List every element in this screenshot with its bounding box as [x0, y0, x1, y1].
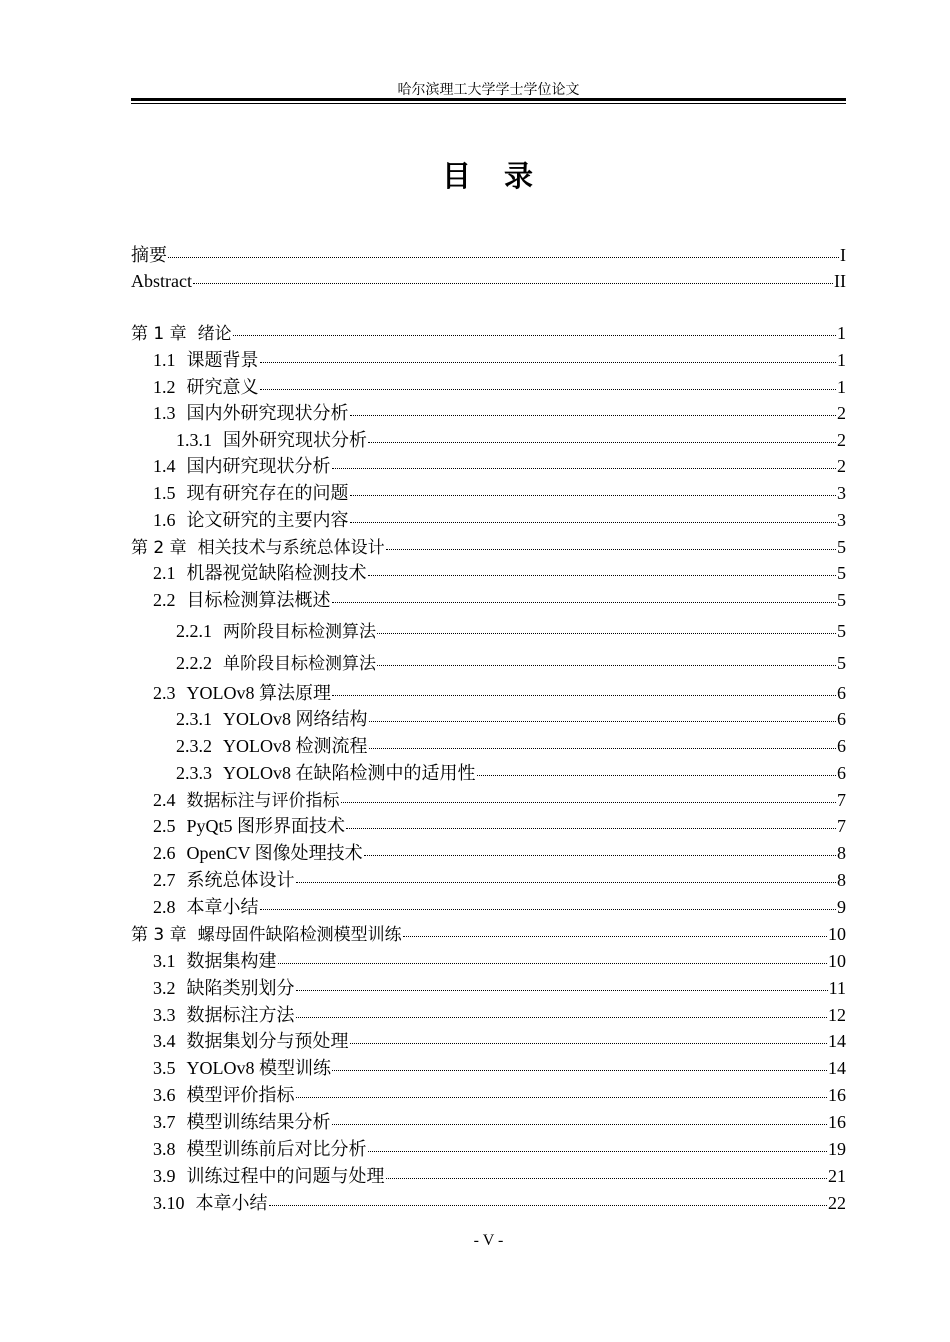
- toc-entry[interactable]: [153, 347, 846, 373]
- toc-entry-page: I: [840, 245, 846, 265]
- toc-dot-leader: [368, 441, 836, 443]
- toc-entry-number: 2.3: [153, 683, 176, 703]
- toc-entry[interactable]: [176, 706, 846, 732]
- toc-entry-title: 国内研究现状分析: [186, 456, 331, 476]
- toc-entry[interactable]: [176, 760, 846, 786]
- toc-entry-number: 2.3.1: [176, 709, 212, 729]
- toc-entry-title: 国内外研究现状分析: [186, 403, 349, 423]
- toc-entry-page: 5: [837, 563, 846, 583]
- toc-entry-page: 5: [837, 653, 846, 673]
- toc-entry-number: 2.2.2: [176, 653, 212, 673]
- toc-entry-number: 2.3.2: [176, 736, 212, 756]
- toc-entry-number: 3.10: [153, 1193, 185, 1213]
- toc-entry[interactable]: [153, 1136, 846, 1162]
- toc-dot-leader: [350, 1042, 828, 1044]
- toc-entry-page: 21: [828, 1166, 846, 1186]
- running-header: 哈尔滨理工大学学士学位论文: [397, 83, 580, 98]
- toc-entry[interactable]: [153, 1028, 846, 1054]
- toc-entry-title: 螺母固件缺陷检测模型训练: [197, 925, 402, 945]
- page-number: - V -: [473, 1232, 504, 1249]
- toc-entry-page: 10: [828, 951, 846, 971]
- toc-entry-page: 5: [837, 590, 846, 610]
- toc-entry[interactable]: [153, 680, 846, 706]
- toc-entry[interactable]: [153, 480, 846, 506]
- toc-dot-leader: [296, 881, 837, 883]
- toc-entry[interactable]: [176, 618, 846, 644]
- toc-entry[interactable]: [153, 948, 846, 974]
- toc-entry[interactable]: [131, 242, 846, 268]
- toc-entry-number: 1.4: [153, 456, 176, 476]
- toc-entry-title: 摘要: [131, 245, 167, 265]
- toc-entry[interactable]: [153, 587, 846, 613]
- toc-entry-number: 第 3 章: [131, 925, 187, 945]
- toc-entry-title: 模型训练结果分析: [186, 1112, 331, 1132]
- toc-entry[interactable]: [153, 1002, 846, 1028]
- toc-entry-number: 2.3.3: [176, 763, 212, 783]
- toc-entry[interactable]: [176, 650, 846, 676]
- toc-entry-title: 目标检测算法概述: [186, 590, 331, 610]
- toc-entry[interactable]: [153, 975, 846, 1001]
- toc-entry-page: 6: [837, 709, 846, 729]
- toc-entry-title: 研究意义: [186, 377, 259, 397]
- toc-dot-leader: [332, 1123, 828, 1125]
- toc-entry[interactable]: [153, 560, 846, 586]
- toc-entry[interactable]: [153, 374, 846, 400]
- toc-entry-page: 8: [837, 870, 846, 890]
- toc-entry[interactable]: [131, 921, 846, 947]
- toc-dot-leader: [296, 989, 828, 991]
- toc-entry-title: 模型评价指标: [186, 1085, 295, 1105]
- toc-entry-number: 1.3.1: [176, 430, 212, 450]
- toc-dot-leader: [377, 664, 836, 666]
- toc-dot-leader: [377, 632, 836, 634]
- toc-entry-title: 机器视觉缺陷检测技术: [186, 563, 367, 583]
- toc-entry-page: 3: [837, 483, 846, 503]
- toc-entry-number: 第 1 章: [131, 324, 187, 344]
- toc-entry-title: 数据集划分与预处理: [186, 1031, 349, 1051]
- toc-entry-page: 7: [837, 816, 846, 836]
- toc-entry-number: 3.4: [153, 1031, 176, 1051]
- toc-entry-page: 3: [837, 510, 846, 530]
- toc-entry-page: 1: [837, 323, 846, 343]
- toc-dot-leader: [233, 334, 836, 336]
- toc-entry-page: 2: [837, 430, 846, 450]
- toc-entry-page: 16: [828, 1112, 846, 1132]
- toc-entry-title: 相关技术与系统总体设计: [197, 538, 385, 558]
- toc-entry-number: 2.5: [153, 816, 176, 836]
- toc-entry-number: 3.9: [153, 1166, 176, 1186]
- toc-entry[interactable]: [153, 1109, 846, 1135]
- toc-dot-leader: [364, 854, 836, 856]
- toc-entry-page: 1: [837, 350, 846, 370]
- toc-entry-page: 12: [828, 1005, 846, 1025]
- toc-entry-title: YOLOv8 算法原理: [186, 683, 331, 703]
- toc-dot-leader: [350, 494, 837, 496]
- toc-dot-leader: [403, 935, 827, 937]
- toc-entry-number: 1.3: [153, 403, 176, 423]
- toc-entry-title: 单阶段目标检测算法: [223, 654, 376, 674]
- toc-entry[interactable]: [153, 813, 846, 839]
- toc-entry-page: 5: [837, 621, 846, 641]
- toc-entry-number: 1.6: [153, 510, 176, 530]
- toc-dot-leader: [346, 827, 836, 829]
- toc-entry[interactable]: [131, 534, 846, 560]
- toc-entry-page: 2: [837, 403, 846, 423]
- toc-entry-number: 3.6: [153, 1085, 176, 1105]
- toc-entry-page: 8: [837, 843, 846, 863]
- toc-dot-leader: [332, 601, 837, 603]
- toc-entry-page: 14: [828, 1031, 846, 1051]
- toc-entry-number: 2.2: [153, 590, 176, 610]
- toc-entry-page: 5: [837, 537, 846, 557]
- toc-entry[interactable]: [153, 453, 846, 479]
- toc-entry-title: 系统总体设计: [186, 870, 295, 890]
- toc-entry[interactable]: [176, 733, 846, 759]
- toc-entry-page: 14: [828, 1058, 846, 1078]
- toc-entry-number: 3.3: [153, 1005, 176, 1025]
- toc-dot-leader: [296, 1096, 828, 1098]
- toc-dot-leader: [260, 388, 837, 390]
- toc-entry[interactable]: [153, 1163, 846, 1189]
- toc-entry-title: 数据集构建: [186, 951, 277, 971]
- toc-dot-leader: [350, 414, 837, 416]
- toc-entry-title: 两阶段目标检测算法: [223, 622, 376, 642]
- toc-entry-page: 16: [828, 1085, 846, 1105]
- toc-dot-leader: [350, 521, 837, 523]
- toc-entry-title: YOLOv8 检测流程: [223, 736, 368, 756]
- toc-dot-leader: [278, 962, 828, 964]
- toc-entry[interactable]: [153, 867, 846, 893]
- toc-entry-page: 1: [837, 377, 846, 397]
- toc-entry-title: 国外研究现状分析: [223, 430, 367, 450]
- toc-dot-leader: [296, 1016, 828, 1018]
- toc-dot-leader: [369, 747, 837, 749]
- toc-dot-leader: [332, 1069, 827, 1071]
- toc-entry-page: 9: [837, 897, 846, 917]
- toc-dot-leader: [332, 694, 836, 696]
- toc-entry[interactable]: [131, 320, 846, 346]
- toc-entry-number: 1.2: [153, 377, 176, 397]
- toc-entry-page: 19: [828, 1139, 846, 1159]
- toc-entry-page: 6: [837, 683, 846, 703]
- toc-dot-leader: [369, 720, 837, 722]
- toc-dot-leader: [368, 1150, 828, 1152]
- toc-entry-number: 3.5: [153, 1058, 176, 1078]
- toc-entry[interactable]: [153, 1190, 846, 1216]
- toc-entry-title: 数据标注与评价指标: [186, 791, 340, 811]
- toc-entry-title: YOLOv8 模型训练: [186, 1058, 331, 1078]
- toc-dot-leader: [332, 467, 837, 469]
- toc-entry-number: 第 2 章: [131, 538, 187, 558]
- toc-entry[interactable]: [153, 894, 846, 920]
- toc-entry-number: 3.1: [153, 951, 176, 971]
- toc-entry[interactable]: [153, 507, 846, 533]
- toc-entry-page: 22: [828, 1193, 846, 1213]
- toc-entry-number: 2.6: [153, 843, 176, 863]
- toc-entry-title: 模型训练前后对比分析: [186, 1139, 367, 1159]
- header-rule-thin: [131, 103, 846, 104]
- toc-entry[interactable]: [153, 400, 846, 426]
- toc-dot-leader: [341, 801, 837, 803]
- toc-dot-leader: [368, 574, 837, 576]
- toc-entry-page: 6: [837, 763, 846, 783]
- toc-entry-page: 11: [828, 978, 846, 998]
- toc-entry-title: Abstract: [131, 271, 192, 291]
- page-title: 目 录: [441, 159, 535, 193]
- header-rule-thick: [131, 98, 846, 101]
- toc-entry-title: 本章小结: [186, 897, 259, 917]
- toc-dot-leader: [477, 774, 837, 776]
- toc-entry-page: 7: [837, 790, 846, 810]
- toc-dot-leader: [260, 908, 837, 910]
- toc-entry-number: 3.8: [153, 1139, 176, 1159]
- toc-entry-number: 3.7: [153, 1112, 176, 1132]
- toc-entry-page: II: [834, 271, 846, 291]
- toc-entry-title: OpenCV 图像处理技术: [186, 843, 363, 863]
- toc-entry-number: 3.2: [153, 978, 176, 998]
- toc-entry-title: PyQt5 图形界面技术: [186, 816, 346, 836]
- toc-entry-title: YOLOv8 在缺陷检测中的适用性: [223, 763, 476, 783]
- toc-entry-page: 2: [837, 456, 846, 476]
- toc-entry-number: 1.1: [153, 350, 176, 370]
- toc-entry[interactable]: [176, 427, 846, 453]
- toc-entry-number: 2.2.1: [176, 621, 212, 641]
- toc-entry[interactable]: [153, 1082, 846, 1108]
- toc-entry-title: 数据标注方法: [186, 1005, 295, 1025]
- toc-entry-title: 缺陷类别划分: [186, 978, 295, 998]
- toc-entry-title: 课题背景: [186, 350, 259, 370]
- toc-entry-number: 1.5: [153, 483, 176, 503]
- toc-entry[interactable]: [153, 1055, 846, 1081]
- toc-dot-leader: [269, 1204, 828, 1206]
- toc-entry[interactable]: [153, 787, 846, 813]
- toc-entry-title: 绪论: [197, 324, 232, 344]
- toc-entry[interactable]: [131, 268, 846, 294]
- toc-dot-leader: [168, 256, 839, 258]
- toc-entry[interactable]: [153, 840, 846, 866]
- toc-dot-leader: [193, 282, 833, 284]
- toc-dot-leader: [260, 361, 837, 363]
- toc-entry-page: 10: [828, 924, 846, 944]
- toc-entry-number: 2.4: [153, 790, 176, 810]
- toc-entry-title: 训练过程中的问题与处理: [186, 1166, 385, 1186]
- toc-dot-leader: [386, 548, 836, 550]
- toc-dot-leader: [386, 1177, 828, 1179]
- toc-entry-number: 2.7: [153, 870, 176, 890]
- toc-entry-title: 现有研究存在的问题: [186, 483, 349, 503]
- toc-entry-title: 论文研究的主要内容: [186, 510, 349, 530]
- toc-entry-number: 2.1: [153, 563, 176, 583]
- toc-entry-title: 本章小结: [195, 1193, 268, 1213]
- toc-entry-number: 2.8: [153, 897, 176, 917]
- toc-entry-title: YOLOv8 网络结构: [223, 709, 368, 729]
- toc-entry-page: 6: [837, 736, 846, 756]
